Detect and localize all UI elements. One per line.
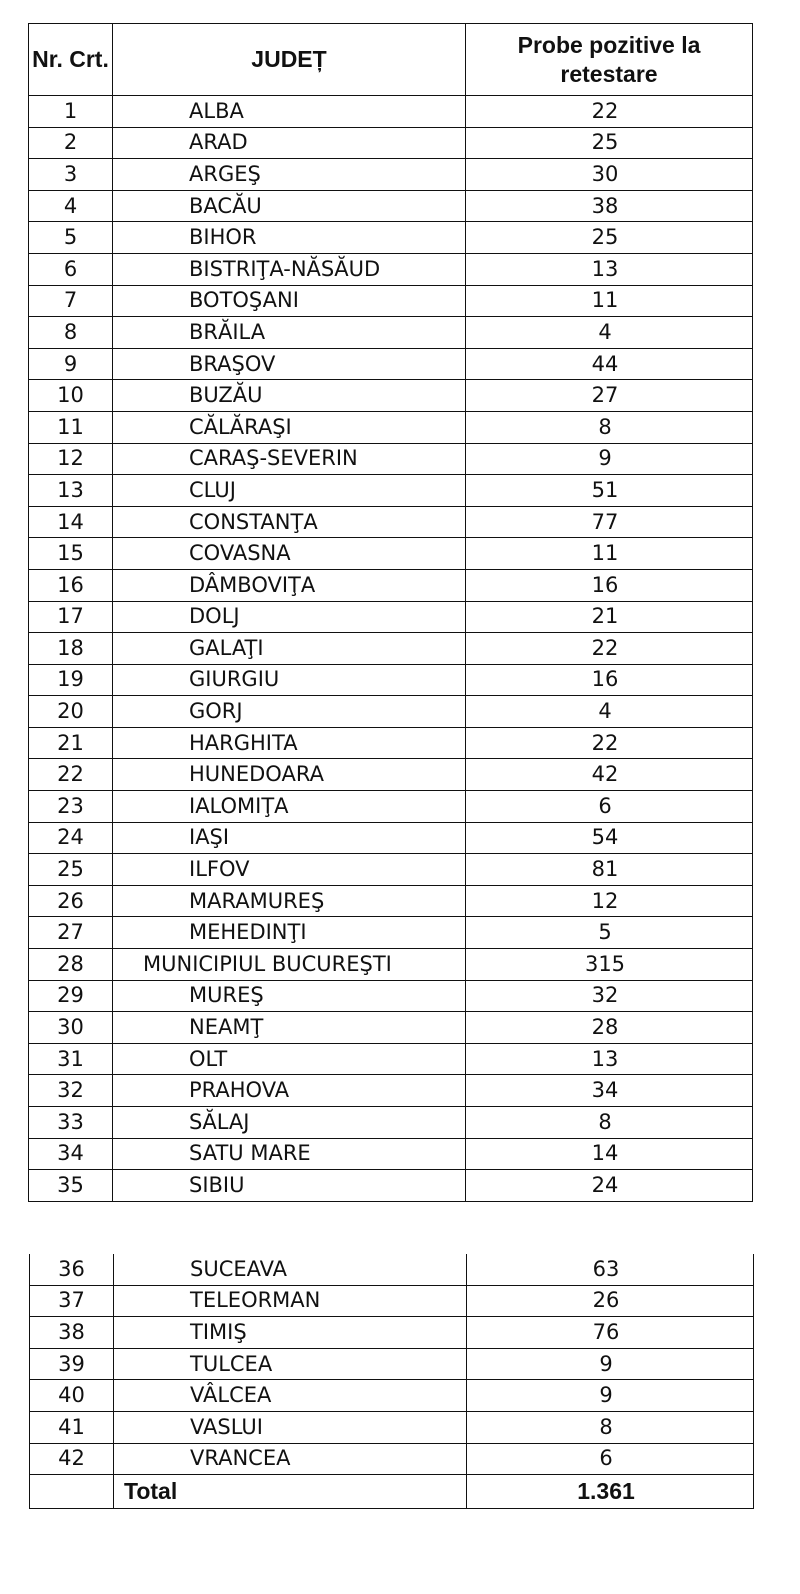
table-row: [30, 1380, 754, 1412]
table-row: [29, 1107, 753, 1139]
row-number: 4: [29, 190, 113, 222]
positive-retests-value: 32: [466, 980, 753, 1012]
positive-retests-value: 25: [466, 222, 753, 254]
county-name: CARAŞ-SEVERIN: [113, 443, 466, 475]
row-number: 18: [29, 633, 113, 665]
table-row: [29, 348, 753, 380]
table-row: [29, 506, 753, 538]
table-row: [29, 822, 753, 854]
total-row: [30, 1475, 754, 1509]
county-name: MUNICIPIUL BUCUREŞTI: [113, 949, 466, 981]
table-row: [29, 253, 753, 285]
table-row: [29, 222, 753, 254]
table-body-part-1: [29, 96, 753, 1202]
positive-retests-value: 14: [466, 1138, 753, 1170]
retest-table-part-2: [29, 1254, 754, 1509]
row-number: 3: [29, 159, 113, 191]
county-name: GALAŢI: [113, 633, 466, 665]
county-name: COVASNA: [113, 538, 466, 570]
positive-retests-value: 6: [466, 791, 753, 823]
positive-retests-value: 9: [466, 443, 753, 475]
county-name: DOLJ: [113, 601, 466, 633]
table-row: [29, 475, 753, 507]
header-positive-retests: Probe pozitive la retestare: [466, 24, 753, 96]
positive-retests-value: 315: [466, 949, 753, 981]
positive-retests-value: 26: [467, 1285, 754, 1317]
row-number: 22: [29, 759, 113, 791]
table-row: [29, 1075, 753, 1107]
county-name: TULCEA: [114, 1348, 467, 1380]
header-row: [29, 24, 753, 96]
row-number: 15: [29, 538, 113, 570]
positive-retests-value: 51: [466, 475, 753, 507]
positive-retests-value: 9: [467, 1380, 754, 1412]
row-number: 12: [29, 443, 113, 475]
positive-retests-value: 44: [466, 348, 753, 380]
table-row: [29, 601, 753, 633]
row-number: 1: [29, 96, 113, 128]
county-name: BRĂILA: [113, 317, 466, 349]
county-name: ARGEŞ: [113, 159, 466, 191]
positive-retests-value: 5: [466, 917, 753, 949]
table-row: [29, 885, 753, 917]
row-number: 25: [29, 854, 113, 886]
table-row: [29, 759, 753, 791]
positive-retests-value: 34: [466, 1075, 753, 1107]
table-row: [29, 791, 753, 823]
county-name: BISTRIŢA-NĂSĂUD: [113, 253, 466, 285]
positive-retests-value: 13: [466, 253, 753, 285]
row-number: 37: [30, 1285, 114, 1317]
table-row: [29, 1170, 753, 1202]
county-name: HARGHITA: [113, 727, 466, 759]
table-row: [29, 854, 753, 886]
row-number: 24: [29, 822, 113, 854]
row-number: 30: [29, 1012, 113, 1044]
total-value: 1.361: [467, 1475, 754, 1509]
positive-retests-value: 11: [466, 285, 753, 317]
row-number: 23: [29, 791, 113, 823]
positive-retests-value: 76: [467, 1317, 754, 1349]
positive-retests-value: 22: [466, 633, 753, 665]
row-number: 38: [30, 1317, 114, 1349]
table-row: [29, 190, 753, 222]
table-row: [30, 1317, 754, 1349]
county-name: NEAMŢ: [113, 1012, 466, 1044]
row-number: 34: [29, 1138, 113, 1170]
positive-retests-value: 21: [466, 601, 753, 633]
row-number: 31: [29, 1043, 113, 1075]
county-name: BRAŞOV: [113, 348, 466, 380]
county-name: SIBIU: [113, 1170, 466, 1202]
row-number: 33: [29, 1107, 113, 1139]
county-name: BIHOR: [113, 222, 466, 254]
county-name: MEHEDINŢI: [113, 917, 466, 949]
county-name: TIMIŞ: [114, 1317, 467, 1349]
positive-retests-value: 9: [467, 1348, 754, 1380]
positive-retests-value: 8: [466, 411, 753, 443]
county-name: PRAHOVA: [113, 1075, 466, 1107]
row-number: 7: [29, 285, 113, 317]
positive-retests-value: 38: [466, 190, 753, 222]
positive-retests-value: 22: [466, 727, 753, 759]
positive-retests-value: 8: [467, 1411, 754, 1443]
table-row: [29, 285, 753, 317]
positive-retests-value: 8: [466, 1107, 753, 1139]
row-number: 40: [30, 1380, 114, 1412]
row-number: 9: [29, 348, 113, 380]
header-nr-crt: Nr. Crt.: [29, 24, 113, 96]
county-name: CONSTANŢA: [113, 506, 466, 538]
positive-retests-value: 27: [466, 380, 753, 412]
table-row: [29, 411, 753, 443]
table-row: [30, 1285, 754, 1317]
row-number: 28: [29, 949, 113, 981]
table-row: [29, 696, 753, 728]
row-number: 21: [29, 727, 113, 759]
row-number: 20: [29, 696, 113, 728]
positive-retests-value: 25: [466, 127, 753, 159]
table-row: [29, 443, 753, 475]
table-row: [29, 1043, 753, 1075]
county-name: MARAMUREŞ: [113, 885, 466, 917]
table-row: [29, 1012, 753, 1044]
row-number: 39: [30, 1348, 114, 1380]
table-body-part-2: [30, 1254, 754, 1475]
county-name: IAŞI: [113, 822, 466, 854]
positive-retests-value: 4: [466, 317, 753, 349]
county-name: ARAD: [113, 127, 466, 159]
positive-retests-value: 42: [466, 759, 753, 791]
county-name: BUZĂU: [113, 380, 466, 412]
row-number: 8: [29, 317, 113, 349]
table-row: [29, 317, 753, 349]
row-number: 35: [29, 1170, 113, 1202]
table-row: [29, 159, 753, 191]
table-row: [30, 1348, 754, 1380]
retest-table-part-1: [28, 23, 753, 1202]
row-number: 5: [29, 222, 113, 254]
row-number: 16: [29, 569, 113, 601]
row-number: 29: [29, 980, 113, 1012]
county-name: BOTOŞANI: [113, 285, 466, 317]
row-number: 26: [29, 885, 113, 917]
row-number: 27: [29, 917, 113, 949]
county-name: TELEORMAN: [114, 1285, 467, 1317]
county-name: GIURGIU: [113, 664, 466, 696]
table-row: [29, 633, 753, 665]
positive-retests-value: 11: [466, 538, 753, 570]
positive-retests-value: 4: [466, 696, 753, 728]
table-row: [30, 1254, 754, 1285]
table-row: [29, 380, 753, 412]
row-number: 6: [29, 253, 113, 285]
positive-retests-value: 54: [466, 822, 753, 854]
positive-retests-value: 30: [466, 159, 753, 191]
positive-retests-value: 28: [466, 1012, 753, 1044]
county-name: ILFOV: [113, 854, 466, 886]
total-label: Total: [114, 1475, 467, 1509]
positive-retests-value: 24: [466, 1170, 753, 1202]
table-row: [29, 917, 753, 949]
county-name: IALOMIŢA: [113, 791, 466, 823]
table-row: [29, 727, 753, 759]
county-name: MUREŞ: [113, 980, 466, 1012]
table-row: [29, 664, 753, 696]
positive-retests-value: 6: [467, 1443, 754, 1475]
table-row: [29, 96, 753, 128]
county-name: BACĂU: [113, 190, 466, 222]
row-number: 14: [29, 506, 113, 538]
county-name: SUCEAVA: [114, 1254, 467, 1285]
county-name: DÂMBOVIŢA: [113, 569, 466, 601]
row-number: 41: [30, 1411, 114, 1443]
row-number: 11: [29, 411, 113, 443]
county-name: SĂLAJ: [113, 1107, 466, 1139]
table-row: [29, 1138, 753, 1170]
positive-retests-value: 77: [466, 506, 753, 538]
row-number: 32: [29, 1075, 113, 1107]
county-name: CĂLĂRAŞI: [113, 411, 466, 443]
row-number: 13: [29, 475, 113, 507]
row-number: 36: [30, 1254, 114, 1285]
county-name: SATU MARE: [113, 1138, 466, 1170]
county-name: GORJ: [113, 696, 466, 728]
row-number: 2: [29, 127, 113, 159]
county-name: CLUJ: [113, 475, 466, 507]
table-row: [29, 569, 753, 601]
row-number: 10: [29, 380, 113, 412]
positive-retests-value: 12: [466, 885, 753, 917]
total-nr-cell: [30, 1475, 114, 1509]
table-row: [30, 1443, 754, 1475]
positive-retests-value: 13: [466, 1043, 753, 1075]
table-row: [29, 949, 753, 981]
county-name: HUNEDOARA: [113, 759, 466, 791]
table-row: [29, 538, 753, 570]
row-number: 42: [30, 1443, 114, 1475]
county-name: OLT: [113, 1043, 466, 1075]
positive-retests-value: 16: [466, 664, 753, 696]
positive-retests-value: 16: [466, 569, 753, 601]
header-judet: JUDEȚ: [113, 24, 466, 96]
row-number: 19: [29, 664, 113, 696]
table-row: [29, 980, 753, 1012]
table-row: [29, 127, 753, 159]
positive-retests-value: 63: [467, 1254, 754, 1285]
positive-retests-value: 81: [466, 854, 753, 886]
county-name: VÂLCEA: [114, 1380, 467, 1412]
county-name: VASLUI: [114, 1411, 467, 1443]
county-name: VRANCEA: [114, 1443, 467, 1475]
table-row: [30, 1411, 754, 1443]
row-number: 17: [29, 601, 113, 633]
county-name: ALBA: [113, 96, 466, 128]
positive-retests-value: 22: [466, 96, 753, 128]
